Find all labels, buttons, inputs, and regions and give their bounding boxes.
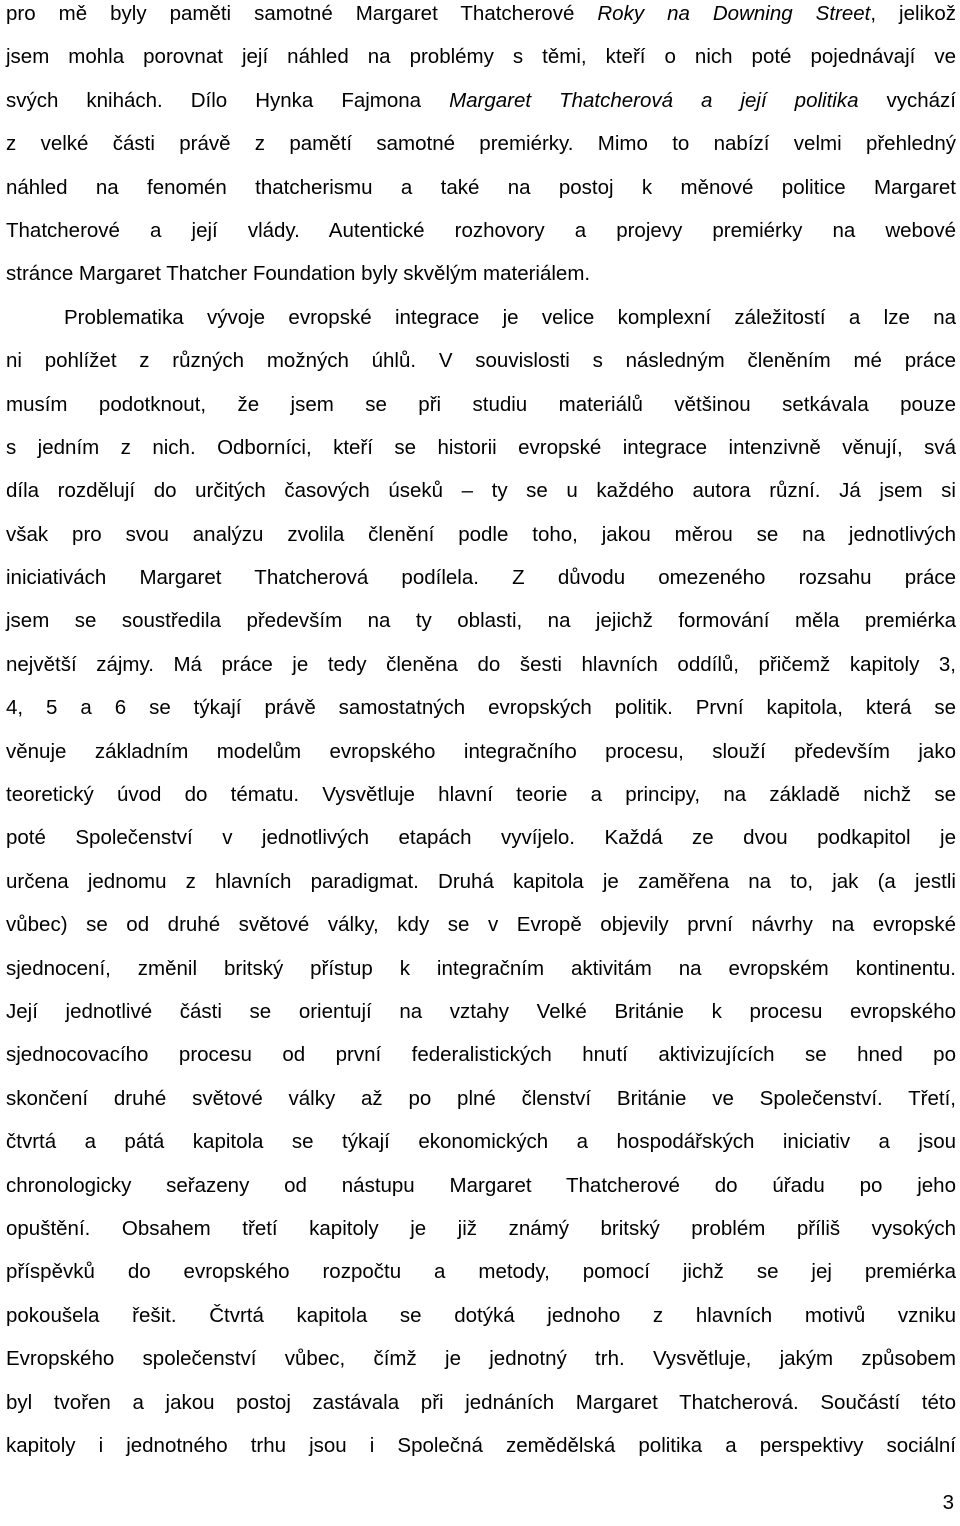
text-run: opuštění. Obsahem třetí kapitoly je již známý britský problém příliš vysokých <box>6 1216 956 1240</box>
text-line <box>6 1424 956 1467</box>
text-line <box>6 513 956 556</box>
text-line <box>6 1294 956 1337</box>
text-run: Thatcherové a její vlády. Autentické rozhovory a projevy premiérky na webové <box>6 218 956 242</box>
text-line <box>6 426 956 469</box>
text-run: však pro svou analýzu zvolila členění podle toho, jakou měrou se na jednotlivých <box>6 522 956 546</box>
text-run: Evropského společenství vůbec, čímž je jednotný trh. Vysvětluje, jakým způsobem <box>6 1347 956 1371</box>
text-line <box>6 469 956 512</box>
text-line <box>6 556 956 599</box>
text-line <box>6 122 956 165</box>
text-run: 4, 5 a 6 se týkají právě samostatných evropských politik. První kapitola, která se <box>6 696 956 720</box>
text-run: náhled na fenomén thatcherismu a také na postoj k měnové politice Margaret <box>6 175 956 199</box>
document-body <box>6 0 956 1467</box>
text-run: jsem se soustředila především na ty oblasti, na jejichž formování měla premiérka <box>6 609 956 633</box>
text-run: s jedním z nich. Odborníci, kteří se historii evropské integrace intenzivně věnují, svá <box>6 435 956 459</box>
text-line <box>6 773 956 816</box>
text-line <box>6 1077 956 1120</box>
text-line <box>6 1337 956 1380</box>
text-line <box>6 339 956 382</box>
text-run: největší zájmy. Má práce je tedy členěna do šesti hlavních oddílů, přičemž kapitoly 3, <box>6 652 956 676</box>
text-run: teoretický úvod do tématu. Vysvětluje hlavní teorie a principy, na základě nichž se <box>6 783 956 807</box>
text-line <box>6 990 956 1033</box>
text-run: ni pohlížet z různých možných úhlů. V souvislosti s následným členěním mé práce <box>6 349 956 373</box>
text-run: sjednocovacího procesu od první federalistických hnutí aktivizujících se hned po <box>6 1043 956 1067</box>
text-run: vychází <box>858 88 956 112</box>
text-run: z velké části právě z pamětí samotné premiérky. Mimo to nabízí velmi přehledný <box>6 132 956 156</box>
text-line <box>6 1164 956 1207</box>
text-line <box>6 1120 956 1163</box>
text-run: poté Společenství v jednotlivých etapách vyvíjelo. Každá ze dvou podkapitol je <box>6 826 956 850</box>
text-run: čtvrtá a pátá kapitola se týkají ekonomických a hospodářských iniciativ a jsou <box>6 1130 956 1154</box>
text-line <box>6 599 956 642</box>
text-line <box>6 209 956 252</box>
text-run: příspěvků do evropského rozpočtu a metody, pomocí jichž se jej premiérka <box>6 1260 956 1284</box>
text-run: sjednocení, změnil britský přístup k integračním aktivitám na evropském kontinentu. <box>6 956 956 980</box>
page-number: 3 <box>942 1491 954 1514</box>
text-run: svých knihách. Dílo Hynka Fajmona <box>6 88 450 112</box>
text-run: skončení druhé světové války až po plné členství Británie ve Společenství. Třetí, <box>6 1086 956 1110</box>
text-line <box>6 643 956 686</box>
text-line <box>6 1033 956 1076</box>
text-line <box>6 860 956 903</box>
text-run: vůbec) se od druhé světové války, kdy se v Evropě objevily první návrhy na evropské <box>6 913 956 937</box>
text-run: kapitoly i jednotného trhu jsou i Společná zemědělská politika a perspektivy sociální <box>6 1433 956 1457</box>
text-line <box>6 730 956 773</box>
text-line <box>6 1381 956 1424</box>
text-line <box>6 1250 956 1293</box>
text-run: věnuje základním modelům evropského integračního procesu, slouží především jako <box>6 739 956 763</box>
text-run: , jelikož <box>870 2 957 25</box>
text-line <box>6 296 956 339</box>
italic-title: Roky na Downing Street <box>597 2 871 25</box>
text-line <box>6 686 956 729</box>
text-run: iniciativách Margaret Thatcherová podílela. Z důvodu omezeného rozsahu práce <box>6 566 956 590</box>
text-line <box>6 166 956 209</box>
text-run: pokoušela řešit. Čtvrtá kapitola se dotýká jednoho z hlavních motivů vzniku <box>6 1303 956 1327</box>
text-run: stránce Margaret Thatcher Foundation byly skvělým materiálem. <box>6 262 591 286</box>
text-line <box>6 383 956 426</box>
text-run: Problematika vývoje evropské integrace je velice komplexní záležitostí a lze na <box>64 305 956 329</box>
text-run: díla rozdělují do určitých časových úseků – ty se u každého autora různí. Já jsem si <box>6 479 956 503</box>
text-run: chronologicky seřazeny od nástupu Margaret Thatcherové do úřadu po jeho <box>6 1173 956 1197</box>
text-run: jsem mohla porovnat její náhled na problémy s těmi, kteří o nich poté pojednávají ve <box>6 45 956 69</box>
text-run: byl tvořen a jakou postoj zastávala při jednáních Margaret Thatcherová. Součástí této <box>6 1390 956 1414</box>
text-line <box>6 0 956 35</box>
text-line <box>6 1207 956 1250</box>
text-line <box>6 79 956 122</box>
text-line <box>6 816 956 859</box>
text-line <box>6 903 956 946</box>
text-line <box>6 947 956 990</box>
text-line <box>6 252 956 295</box>
text-run: musím podotknout, že jsem se při studiu materiálů většinou setkávala pouze <box>6 392 956 416</box>
text-run: určena jednomu z hlavních paradigmat. Druhá kapitola je zaměřena na to, jak (a jestli <box>6 869 956 893</box>
italic-title: Margaret Thatcherová a její politika <box>449 88 859 112</box>
text-line <box>6 35 956 78</box>
text-run: pro mě byly paměti samotné Margaret Thatcherové <box>6 2 598 25</box>
text-run: Její jednotlivé části se orientují na vztahy Velké Británie k procesu evropského <box>6 999 956 1023</box>
